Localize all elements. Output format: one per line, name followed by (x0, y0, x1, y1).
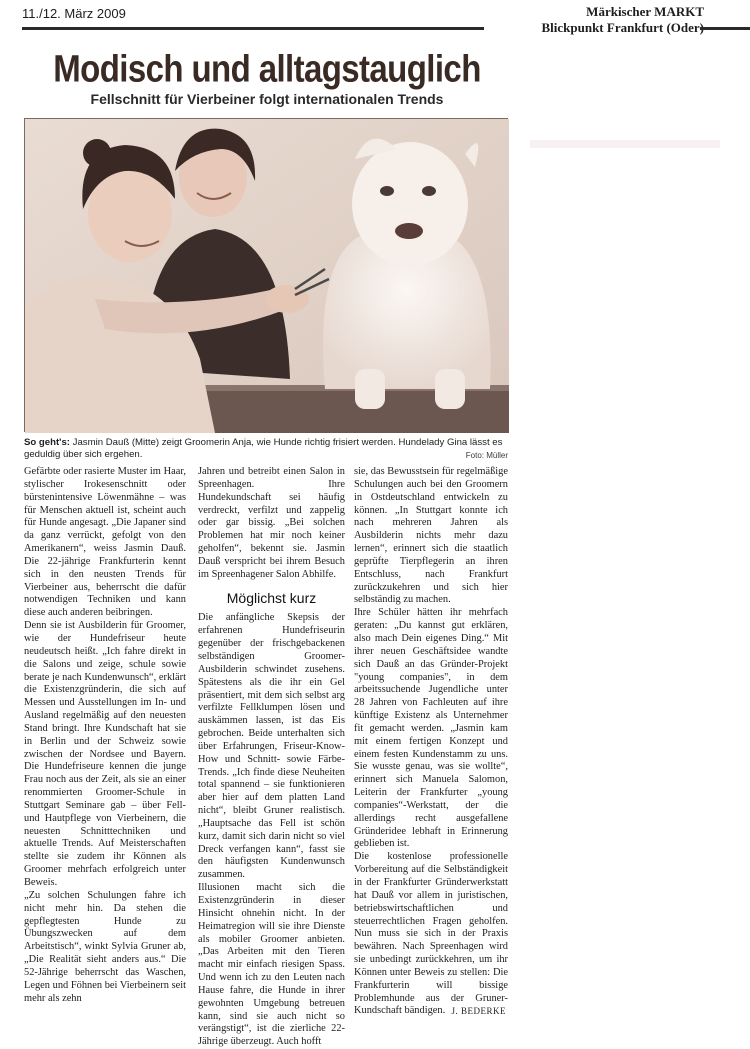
header-rule-left (22, 27, 484, 30)
paragraph: Denn sie ist Ausbilderin für Groomer, wie der Hundefriseur heute neudeutsch heißt. „Ich fahre direkt in die Salons und zeige, schule sowie berate je nach Kundenwunsch“, erklärt die Existenzgründerin, die sich auf Messen und Ausstellungen im In- und Ausland regelmäßig auf den neuesten Stand bringt. Ihre Kundschaft hat sie in Berlin und der Schweiz sowie zwischen der Nordsee und Bayern. Die Hundefriseure kennen die junge Frau noch aus der Zeit, als sie an einer renommierten Groomer-Schule in Stuttgart Seminare gab – über Fell- und Hautpflege von Vierbeinern, die neuesten Schnitttechniken und aktuelle Trends. Auf Meisterschaften stellte sie zudem ihr Können als Groomer mehrfach erfolgreich unter Beweis. (24, 620, 186, 888)
article-column-3 (354, 466, 508, 1018)
caption-lead: So geht's: (24, 437, 70, 448)
paragraph: Ihre Schüler hätten ihr mehrfach geraten: „Du kannst gut erklären, also mach Dein eigenes Ding.“ Mit ihrer neuen Geschäftsidee wandte sich Dauß an das Gründer-Projekt "young companies", in dem arbeitssuchende Jugendliche unter 28 Jahren von Fachleuten auf ihre künftige Existenz als Unternehmer fit gemacht werden. „Jasmin kam mit einem fertigen Konzept und einem festen Kundenstamm zu uns. Sie wusste genau, was sie wollte“, erinnert sich Manuela Salomon, Leiterin der Frankfurter „young companies“-Werkstatt, der die allerdings recht ausgefallene Gründeridee lebhaft in Erinnerung geblieben ist. (354, 607, 508, 850)
article-subheadline: Fellschnitt für Vierbeiner folgt internationalen Trends (90, 91, 444, 107)
paragraph: Gefärbte oder rasierte Muster im Haar, stylischer Irokesenschnitt oder bürstenintensive Löwenmähne – was für Menschen aktuell ist, scheint auch für Hunde angesagt. „Die Japaner sind da ganz verrückt, gefolgt von den Amerikanern“, weiss Jasmin Dauß. Die 22-jährige Frankfurterin kennt sich in den neusten Trends für Vierbeiner aus, beherrscht die dafür notwendigen Techniken und kann diese auch anderen beibringen. (24, 466, 186, 619)
paragraph: Illusionen macht sich die Existenzgründerin in dieser Hinsicht ohnehin nicht. In der Heimatregion will sie ihre Dienste als mobiler Groomer anbieten. „Das Arbeiten mit den Tieren macht mir einfach riesigen Spass. Und wenn ich zu den Leuten nach Hause fahre, die Hunde in ihrer gewohnten Umgebung betreuen kann, sind sie auch nicht so verängstigt“, ist die zierliche 22-Jährige überzeugt. Auch hofft (198, 882, 345, 1048)
column-subhead: Möglichst kurz (226, 589, 317, 606)
article-column-1 (24, 466, 186, 1005)
header-date: 11./12. März 2009 (22, 6, 126, 21)
photo-groomers-with-dog (25, 119, 509, 433)
show-through-ghost-mark (536, 96, 547, 135)
photo-caption (24, 437, 508, 461)
paragraph: Jahren und betreibt einen Salon in Spreenhagen. Ihre Hundekundschaft sei häufig verdreckt, verfilzt und zappelig oder gar bissig. „Bei solchen Problemen hat mir noch keiner geholfen“, bekennt sie. Jasmin Dauß verspricht bei ihrem Besuch im Spreenhagener Salon Abhilfe. (198, 466, 345, 580)
publication-name: Märkischer MARKT (586, 4, 704, 19)
article-column-2 (198, 466, 345, 1049)
header-publication (541, 4, 704, 36)
article-headline: Modisch und alltagstauglich (53, 47, 481, 90)
paragraph: „Zu solchen Schulungen fahre ich nicht mehr hin. Da stehen die gepflegtesten Hunde zu Übungszwecken auf dem Arbeitstisch“, winkt Sylvia Gruner ab, „Die Realität sieht anders aus.“ Die 52-Jährige beherrscht das Waschen, Legen und Föhnen bei Vierbeinern seit mehr als zehn (24, 889, 186, 1004)
header-rule-right (700, 27, 750, 30)
article-photo (24, 118, 508, 432)
paragraph: Die kostenlose professionelle Vorbereitung auf die Selbständigkeit in der Frankfurter Gründerwerkstatt hat Dauß vor allem in juristischen, betriebswirtschaftlichen und steuerrechtlichen Fragen geholfen. Nun muss sie sich in der Praxis bewähren. Nach Spreenhagen wird sie unbedingt zurückkehren, um ihr Können unter Beweis zu stellen: Die Frankfurterin will bissige Problemhunde aus der Gruner-Kundschaft bändigen. (354, 851, 508, 1017)
paragraph: Die anfängliche Skepsis der erfahrenen Hundefriseurin gegenüber der frischgebackenen selbständigen Groomer-Ausbilderin schwindet zusehens. Spätestens als die ihr ein Gel präsentiert, mit dem sich selbst arg verfilzte Fellklumpen lösen und auskämmen lassen, ist das Eis gebrochen. Beide unterhalten sich über Erfahrungen, Friseur-Know-How und Schnitt- sowie Färbe-Trends. „Ich finde diese Neuheiten total spannend – sie funktionieren aber hier auf dem platten Land nicht“, bleibt Gruner realistisch. „Hauptsache das Fell ist schön kurz, damit sich darin nicht so viel Dreck verfangen kann“, fasst sie den häufigsten Kundenwunsch zusammen. (198, 612, 345, 881)
article-author: J. BEDERKE (451, 1006, 506, 1016)
show-through-ghost-line (530, 140, 720, 148)
photo-credit: Foto: Müller (465, 451, 508, 460)
caption-text: Jasmin Dauß (Mitte) zeigt Groomerin Anja, wie Hunde richtig frisiert werden. Hundelady Gina lässt es geduldig über sich ergehen. (24, 437, 503, 460)
publication-section: Blickpunkt Frankfurt (Oder) (541, 20, 704, 35)
paragraph: sie, das Bewusstsein für regelmäßige Schulungen auch bei den Groomern in Ostdeutschland entwickeln zu können. „In Stuttgart konnte ich nach mehreren Jahren als Ausbilderin nichts mehr dazu lernen“, erinnert sich die staatlich geprüfte Tierpflegerin an ihren Entschluss, nach Frankfurt zurückzukehren und sich hier selbständig zu machen. (354, 466, 508, 606)
